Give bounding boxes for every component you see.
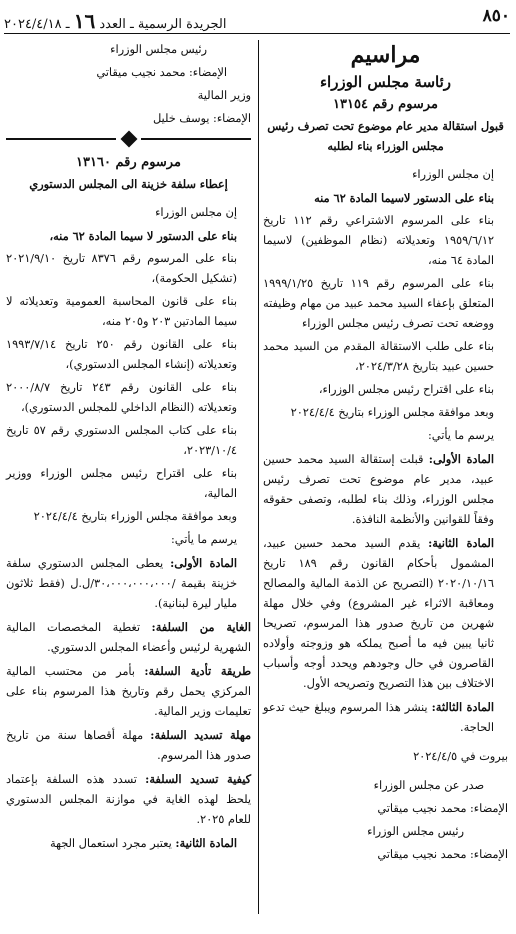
header-rule xyxy=(4,33,510,34)
preamble-line: يرسم ما يأتي: xyxy=(428,429,494,442)
preamble-line: إن مجلس الوزراء xyxy=(155,206,237,219)
issued-by: صدر عن مجلس الوزراء xyxy=(373,779,484,792)
preamble-line: يرسم ما يأتي: xyxy=(171,533,237,546)
preamble-line: وبعد موافقة مجلس الوزراء بتاريخ ٢٠٢٤/٤/٤ xyxy=(290,406,494,419)
item-text: بأمر من محتسب المالية المركزي يحمل رقم وتاريخ هذا المرسوم بناء على تعليمات وزير المالية. xyxy=(6,665,251,718)
preamble-line: وبعد موافقة مجلس الوزراء بتاريخ ٢٠٢٤/٤/٤ xyxy=(33,510,237,523)
section-title: مراسيم xyxy=(350,42,421,68)
authority-title: رئاسة مجلس الوزراء xyxy=(319,73,452,91)
preamble-line: بناء على كتاب المجلس الدستوري رقم ٥٧ تاريخ ٢٠٢٣/١٠/٤، xyxy=(6,424,237,457)
decree-subject: إعطاء سلفة خزينة الى المجلس الدستوري xyxy=(29,177,228,191)
article-label: المادة الأولى: xyxy=(170,556,237,570)
article-3 xyxy=(263,697,508,738)
issue-date: ـ ٢٠٢٤/٤/١٨ xyxy=(4,17,70,32)
article-label: المادة الأولى: xyxy=(428,452,495,466)
preamble-line: إن مجلس الوزراء xyxy=(412,168,494,181)
signature: الإمضاء: محمد نجيب ميقاتي xyxy=(377,802,508,815)
finance-minister-title: وزير المالية xyxy=(197,89,251,102)
article-text: يقدم السيد محمد حسين عبيد، المشمول بأحكام القانون رقم ١٨٩ تاريخ ٢٠٢٠/١٠/١٦ (التصريح عن الذمة المالية والمصالح ومعاقبة الاثراء غير المشروع) وفي خلال مهلة شهرين من تاريخ صدور هذا المرسوم، تصريحا ثانيا يبين فيه ما أصبح يملكه هو وزوجته وأولاده القاصرون في حال وجودهم ويحدد أوجه وأسباب الاختلاف بين هذا التصريح وتصريحه الأول. xyxy=(263,537,494,690)
item-text: تسدد هذه السلفة بإعتماد يلحظ لهذه الغاية في موازنة المجلس الدستوري للعام ٢٠٢٥. xyxy=(6,773,251,826)
item-text: مهلة أقصاها سنة من تاريخ صدور هذا المرسوم. xyxy=(6,729,251,762)
article-2 xyxy=(6,833,251,854)
signature: الإمضاء: محمد نجيب ميقاتي xyxy=(96,66,227,79)
article-text: ينشر هذا المرسوم ويبلغ حيث تدعو الحاجة. xyxy=(263,701,494,734)
article-label: المادة الثانية: xyxy=(428,536,494,550)
article-label: المادة الثانية: xyxy=(175,836,237,850)
article-text: قبلت إستقالة السيد محمد حسين عبيد، مدير عام موضوع تحت تصرف رئيس مجلس الوزراء، وذلك بناء لطلبه، وتصفى حقوقه وفقاً للقوانين والأنظمة النافذة. xyxy=(263,453,494,526)
place-date: بيروت في ٢٠٢٤/٤/٥ xyxy=(413,750,508,763)
pm-title: رئيس مجلس الوزراء xyxy=(110,43,207,56)
right-column xyxy=(263,40,508,868)
item-text: تغطية المخصصات المالية الشهرية لرئيس وأعضاء المجلس الدستوري. xyxy=(6,621,251,654)
article-2 xyxy=(263,533,508,694)
preamble-line: بناء على اقتراح رئيس مجلس الوزراء، xyxy=(318,383,494,396)
article-text: يعتبر مجرد استعمال الجهة xyxy=(49,837,172,850)
issue-number: ١٦ xyxy=(73,9,96,33)
column-divider xyxy=(258,40,259,914)
preamble-line: بناء على المرسوم رقم ١١٩ تاريخ ١٩٩٩/١/٢٥ المتعلق بإعفاء السيد محمد عبيد من مهام وظيفته ووضعه تحت تصرف رئيس مجلس الوزراء xyxy=(263,277,494,330)
item-label: طريقة تأدية السلفة: xyxy=(144,664,251,678)
gazette-name: الجريدة الرسمية ـ العدد xyxy=(99,17,227,32)
article-item xyxy=(6,769,251,830)
preamble-line: بناء على اقتراح رئيس مجلس الوزراء ووزير المالية، xyxy=(6,467,237,500)
item-label: كيفية تسديد السلفة: xyxy=(145,772,251,786)
decree-number: مرسوم رقم ١٣١٦٠ xyxy=(76,155,181,170)
preamble-line: بناء على الدستور لاسيما المادة ٦٢ منه xyxy=(314,191,494,205)
page-header xyxy=(4,6,510,32)
signature: الإمضاء: محمد نجيب ميقاتي xyxy=(377,848,508,861)
page-number: ٨٥٠ xyxy=(482,6,510,26)
preamble-line: بناء على المرسوم الاشتراعي رقم ١١٢ تاريخ ١٩٥٩/٦/١٢ وتعديلاته (نظام الموظفين) لاسيما المادة ٦٤ منه، xyxy=(263,214,494,267)
preamble-line: بناء على القانون رقم ٢٤٣ تاريخ ٢٠٠٠/٨/٧ وتعديلاته (النظام الداخلي للمجلس الدستوري)، xyxy=(6,381,237,414)
item-label: الغاية من السلفة: xyxy=(151,620,252,634)
section-ornament xyxy=(6,132,251,146)
article-1 xyxy=(263,449,508,530)
article-text: يعطى المجلس الدستوري سلفة خزينة بقيمة /٣٠،٠٠٠،٠٠٠،٠٠٠/ل.ل (فقط ثلاثون مليار ليرة لبنانية). xyxy=(6,557,238,610)
left-column xyxy=(6,40,251,857)
signature: الإمضاء: يوسف خليل xyxy=(153,112,251,125)
article-item xyxy=(6,661,251,722)
preamble-line: بناء على الدستور لا سيما المادة ٦٢ منه، xyxy=(49,229,237,243)
item-label: مهلة تسديد السلفة: xyxy=(150,728,251,742)
article-item xyxy=(6,617,251,658)
decree-subject: قبول استقالة مدير عام موضوع تحت تصرف رئيس مجلس الوزراء بناء لطلبه xyxy=(267,119,504,153)
gazette-title xyxy=(4,9,226,33)
preamble-line: بناء على طلب الاستقالة المقدم من السيد محمد حسين عبيد بتاريخ ٢٠٢٤/٣/٢٨، xyxy=(263,340,494,373)
article-label: المادة الثالثة: xyxy=(431,700,494,714)
preamble-line: بناء على قانون المحاسبة العمومية وتعديلاته لا سيما المادتين ٢٠٣ و٢٠٥ منه، xyxy=(6,295,237,328)
article-item xyxy=(6,725,251,766)
decree-number: مرسوم رقم ١٣١٥٤ xyxy=(333,97,438,112)
article-1 xyxy=(6,553,251,614)
pm-title: رئيس مجلس الوزراء xyxy=(367,825,464,838)
preamble-line: بناء على القانون رقم ٢٥٠ تاريخ ١٩٩٣/٧/١٤ وتعديلاته (إنشاء المجلس الدستوري)، xyxy=(6,338,237,371)
preamble-line: بناء على المرسوم رقم ٨٣٧٦ تاريخ ٢٠٢١/٩/١٠ (تشكيل الحكومة)، xyxy=(6,252,237,285)
